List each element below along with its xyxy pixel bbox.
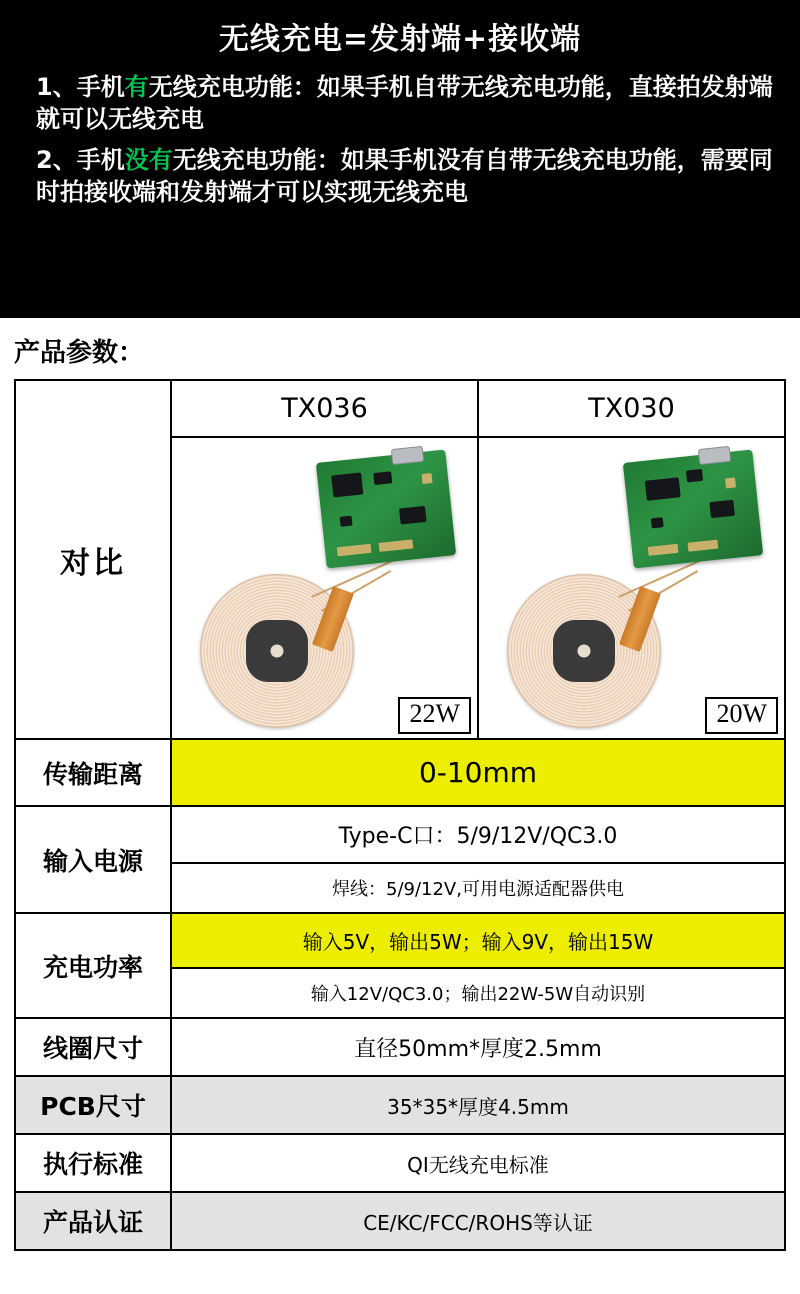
product-image-tx030 [478, 437, 785, 739]
row-value: 35*35*厚度4.5mm [171, 1076, 785, 1134]
compare-label-cell [15, 380, 171, 739]
solder-pad [422, 473, 433, 484]
banner-item-prefix: 1、手机 [36, 73, 125, 101]
top-banner [0, 0, 800, 318]
solder-pad [337, 544, 372, 557]
table-row-certification [15, 1192, 785, 1250]
solder-pad [725, 477, 736, 488]
chip [399, 506, 427, 525]
table-row-standard [15, 1134, 785, 1192]
watt-badge-tx036: 22W [398, 697, 471, 734]
banner-item-prefix: 2、手机 [36, 146, 125, 175]
chip [709, 500, 735, 518]
row-label: 传输距离 [15, 739, 171, 806]
banner-item-highlight: 没有 [124, 146, 173, 175]
coil-center-dot [271, 645, 284, 658]
chip [340, 516, 353, 527]
coil-center-dot [578, 645, 591, 658]
row-label: 产品认证 [15, 1192, 171, 1250]
product-image-tx036 [171, 437, 478, 739]
usb-type-c-port-icon [698, 446, 731, 465]
banner-item-highlight: 有 [124, 73, 149, 101]
spec-table-wrap [0, 379, 800, 1261]
table-row-input-power [15, 806, 785, 863]
table-row-coil-size [15, 1018, 785, 1076]
table-row-models [15, 380, 785, 437]
table-row-charging-power [15, 913, 785, 968]
row-value: 直径50mm*厚度2.5mm [171, 1018, 785, 1076]
watt-badge-tx030: 20W [705, 697, 778, 734]
solder-pad [687, 540, 718, 552]
row-value: CE/KC/FCC/ROHS等认证 [171, 1192, 785, 1250]
spec-table [14, 379, 786, 1251]
model-header-tx036: TX036 [171, 380, 478, 437]
chip [686, 469, 703, 483]
row-label: 线圈尺寸 [15, 1018, 171, 1076]
chip [651, 517, 664, 528]
chip [645, 477, 681, 500]
compare-label: 对比 [60, 545, 126, 581]
chip [331, 472, 363, 497]
row-label: 充电功率 [15, 913, 171, 1018]
banner-title: 无线充电=发射端+接收端 [218, 22, 582, 57]
chip [373, 471, 392, 485]
board-illustration [172, 438, 477, 738]
board-illustration [479, 438, 784, 738]
row-label: 输入电源 [15, 806, 171, 913]
pcb-board [316, 449, 456, 568]
row-value: QI无线充电标准 [171, 1134, 785, 1192]
model-header-tx030: TX030 [478, 380, 785, 437]
params-heading: 产品参数： [14, 338, 145, 368]
banner-item-rest: 无线充电功能：如果手机没有自带无线充电功能，需要同时拍接收端和发射端才可以实现无线充电 [36, 146, 773, 207]
usb-type-c-port-icon [391, 446, 424, 465]
table-row-pcb-size [15, 1076, 785, 1134]
banner-item [14, 72, 786, 135]
row-value: 0-10mm [171, 739, 785, 806]
solder-pad [648, 544, 679, 556]
row-label: 执行标准 [15, 1134, 171, 1192]
row-value: 输入5V，输出5W；输入9V，输出15W [171, 913, 785, 968]
row-value: 焊线：5/9/12V,可用电源适配器供电 [171, 863, 785, 913]
banner-item-rest: 无线充电功能：如果手机自带无线充电功能，直接拍发射端就可以无线充电 [36, 73, 773, 133]
solder-pad [379, 539, 414, 552]
row-value: 输入12V/QC3.0；输出22W-5W自动识别 [171, 968, 785, 1018]
pcb-board [623, 449, 763, 568]
row-label: PCB尺寸 [15, 1076, 171, 1134]
table-row-transmission-distance [15, 739, 785, 806]
row-value: Type-C口：5/9/12V/QC3.0 [171, 806, 785, 863]
banner-item [14, 145, 786, 208]
